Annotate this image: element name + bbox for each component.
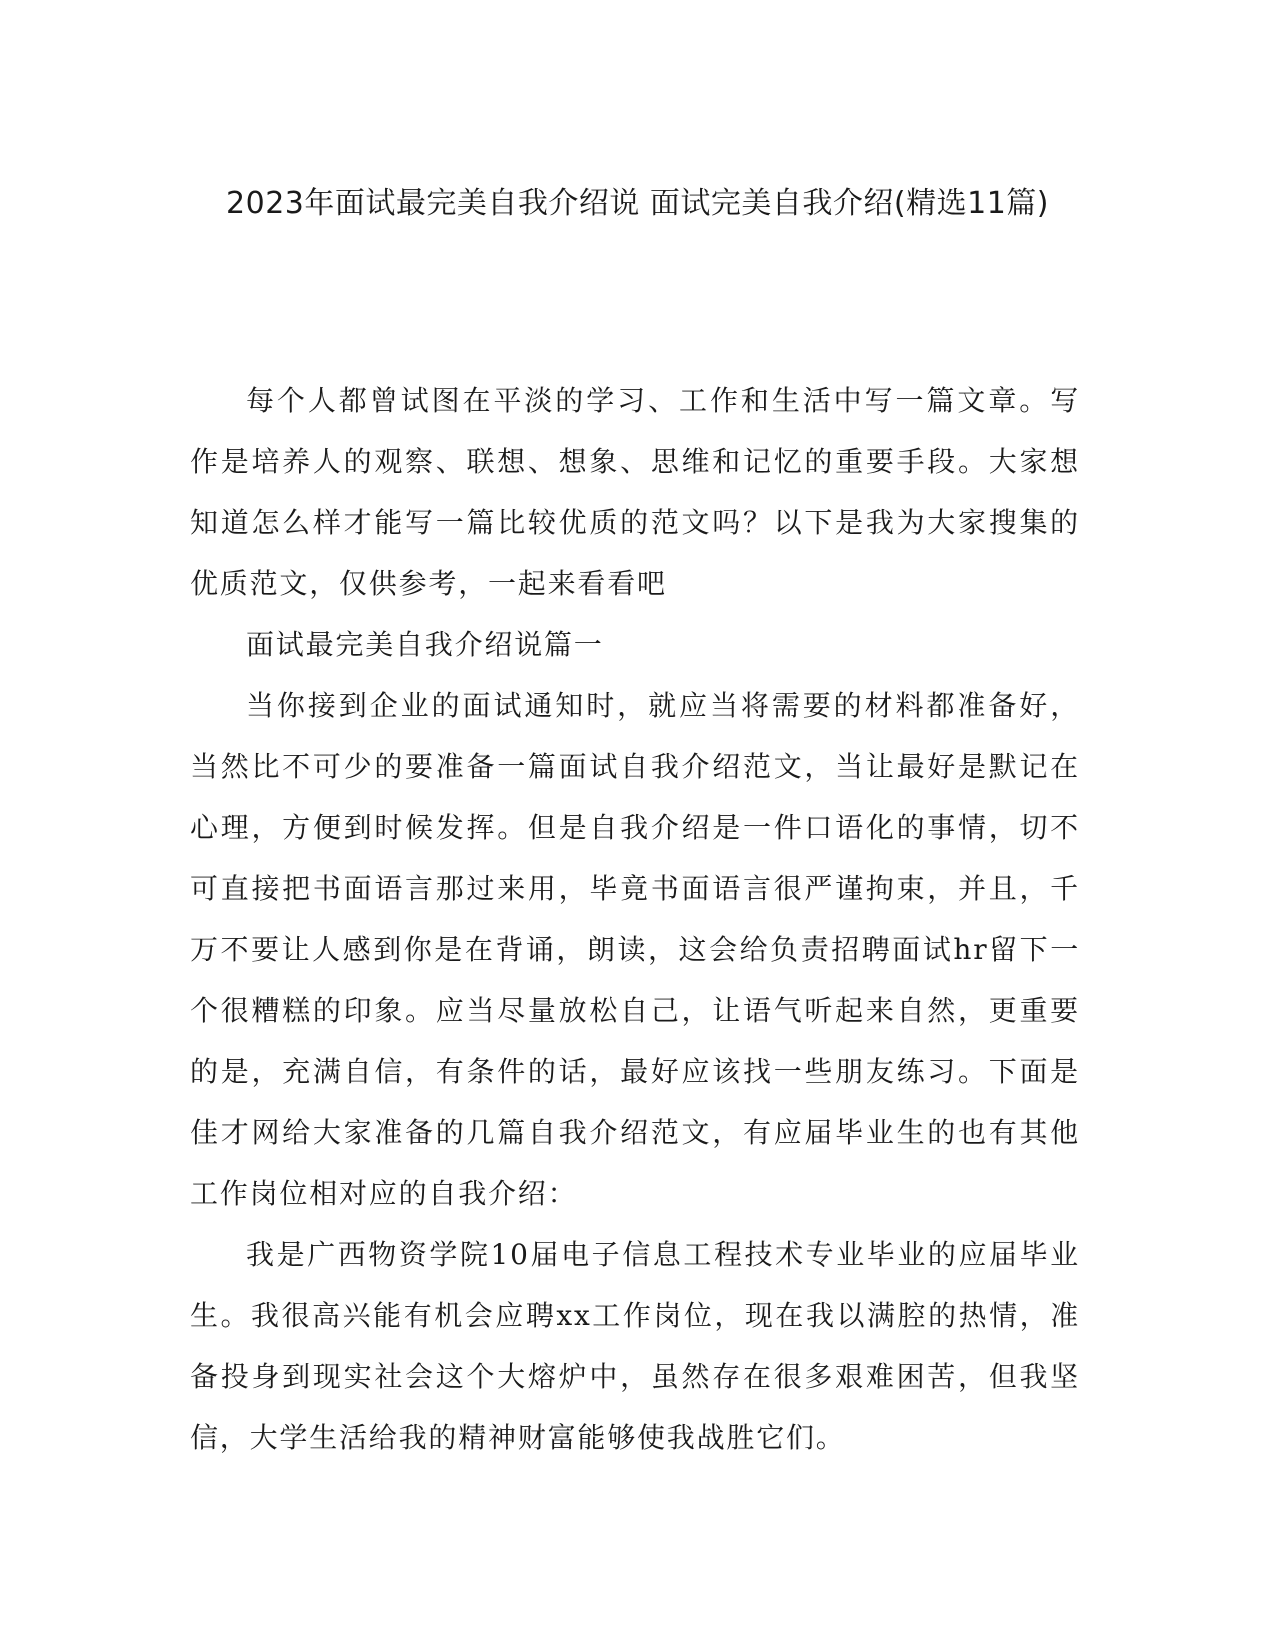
- intro-paragraph: 每个人都曾试图在平淡的学习、工作和生活中写一篇文章。写作是培养人的观察、联想、想象、思维和记忆的重要手段。大家想知道怎么样才能写一篇比较优质的范文吗？以下是我为大家搜集的优质范文，仅供参考，一起来看看吧: [190, 384, 1080, 600]
- section-heading: 面试最完美自我介绍说篇一: [246, 628, 604, 661]
- document-title: 2023年面试最完美自我介绍说 面试完美自我介绍(精选11篇): [226, 186, 1049, 221]
- body-paragraph: 当你接到企业的面试通知时，就应当将需要的材料都准备好，当然比不可少的要准备一篇面试自我介绍范文，当让最好是默记在心理，方便到时候发挥。但是自我介绍是一件口语化的事情，切不可直接把书面语言那过来用，毕竟书面语言很严谨拘束，并且，千万不要让人感到你是在背诵，朗读，这会给负责招聘面试hr留下一个很糟糕的印象。应当尽量放松自己，让语气听起来自然，更重要的是，充满自信，有条件的话，最好应该找一些朋友练习。下面是佳才网给大家准备的几篇自我介绍范文，有应届毕业生的也有其他工作岗位相对应的自我介绍：: [190, 689, 1080, 1210]
- body-paragraph: 我是广西物资学院10届电子信息工程技术专业毕业的应届毕业生。我很高兴能有机会应聘xx工作岗位，现在我以满腔的热情，准备投身到现实社会这个大熔炉中，虽然存在很多艰难困苦，但我坚信，大学生活给我的精神财富能够使我战胜它们。: [190, 1238, 1080, 1454]
- document-body: [190, 370, 1080, 1468]
